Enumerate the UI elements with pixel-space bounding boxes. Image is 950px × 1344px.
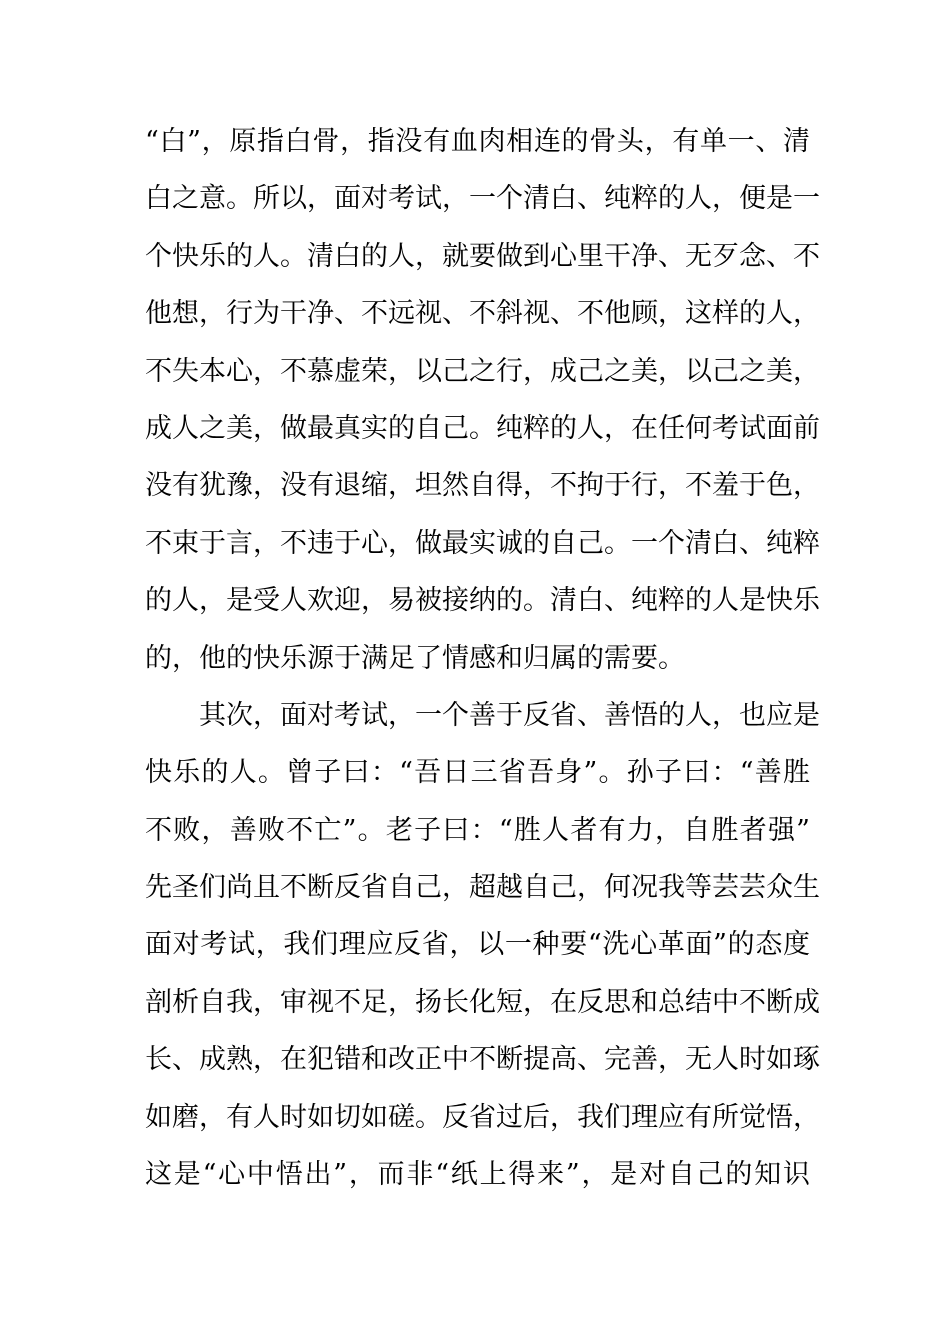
text-line-17: 长、成熟，在犯错和改正中不断提高、完善，无人时如琢 bbox=[145, 1044, 820, 1076]
text-line-13: 不败，善败不亡”。老子曰：“胜人者有力，自胜者强” bbox=[145, 814, 810, 846]
text-line-7: 没有犹豫，没有退缩，坦然自得，不拘于行，不羞于色， bbox=[145, 470, 820, 502]
text-line-2: 白之意。所以，面对考试，一个清白、纯粹的人，便是一 bbox=[145, 183, 820, 215]
text-line-6: 成人之美，做最真实的自己。纯粹的人，在任何考试面前 bbox=[145, 412, 820, 444]
text-line-11: 其次，面对考试，一个善于反省、善悟的人，也应是 bbox=[199, 699, 820, 731]
text-line-15: 面对考试，我们理应反省，以一种要“洗心革面”的态度 bbox=[145, 929, 810, 961]
body-text bbox=[145, 113, 820, 1203]
text-line-5: 不失本心，不慕虚荣，以己之行，成己之美，以己之美， bbox=[145, 355, 820, 387]
text-line-3: 个快乐的人。清白的人，就要做到心里干净、无歹念、不 bbox=[145, 240, 820, 272]
text-line-9: 的人，是受人欢迎，易被接纳的。清白、纯粹的人是快乐 bbox=[145, 585, 820, 617]
text-line-1: “白”，原指白骨，指没有血肉相连的骨头，有单一、清 bbox=[145, 126, 810, 157]
text-line-14: 先圣们尚且不断反省自己，超越自己，何况我等芸芸众生 bbox=[145, 872, 820, 904]
text-line-4: 他想，行为干净、不远视、不斜视、不他顾，这样的人， bbox=[145, 298, 820, 330]
text-line-19: 这是“心中悟出”，而非“纸上得来”，是对自己的知识 bbox=[145, 1159, 810, 1191]
text-line-16: 剖析自我，审视不足，扬长化短，在反思和总结中不断成 bbox=[145, 986, 820, 1018]
text-line-12: 快乐的人。曾子曰：“吾日三省吾身”。孙子曰：“善胜 bbox=[145, 757, 810, 789]
text-line-8: 不束于言，不违于心，做最实诚的自己。一个清白、纯粹 bbox=[145, 527, 820, 559]
text-line-10: 的，他的快乐源于满足了情感和归属的需要。 bbox=[145, 642, 685, 674]
text-line-18: 如磨，有人时如切如磋。反省过后，我们理应有所觉悟， bbox=[145, 1101, 820, 1133]
